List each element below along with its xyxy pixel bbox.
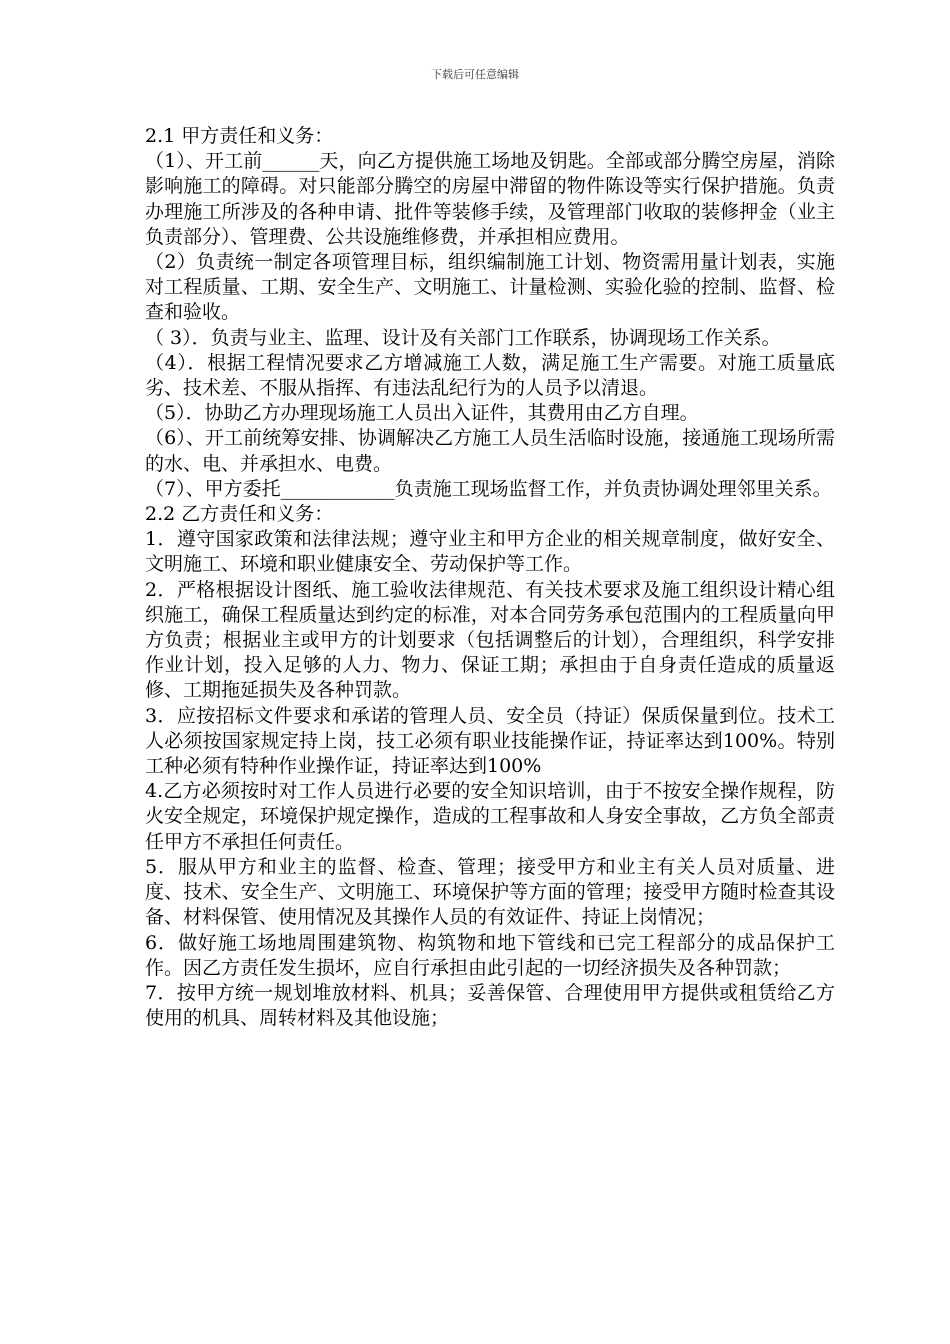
paragraph: （4）．根据工程情况要求乙方增减施工人数，满足施工生产需要。对施工质量底劣、技术差、不服从指挥、有违法乱纪行为的人员予以清退。 — [145, 351, 835, 400]
paragraph: （2）负责统一制定各项管理目标，组织编制施工计划、物资需用量计划表，实施对工程质量、工期、安全生产、文明施工、计量检测、实验化验的控制、监督、检查和验收。 — [145, 251, 835, 324]
paragraph: 1．遵守国家政策和法律法规；遵守业主和甲方企业的相关规章制度，做好安全、文明施工、环境和职业健康安全、劳动保护等工作。 — [145, 528, 835, 576]
paragraph: 5．服从甲方和业主的监督、检查、管理；接受甲方和业主有关人员对质量、进度、技术、安全生产、文明施工、环境保护等方面的管理；接受甲方随时检查其设备、材料保管、使用情况及其操作人员的有效证件、持证上岗情况； — [145, 855, 835, 929]
section-heading-2-1: 2.1 甲方责任和义务： — [145, 125, 334, 147]
paragraph: （ 3）．负责与业主、监理、设计及有关部门工作联系，协调现场工作关系。 — [145, 326, 781, 349]
paragraph: 3．应按招标文件要求和承诺的管理人员、安全员（持证）保质保量到位。技术工人必须按国家规定持上岗，技工必须有职业技能操作证，持证率达到100%。特别工种必须有特种作业操作证，持证率达到100% — [145, 704, 835, 778]
page-header: 下载后可任意编辑 — [431, 68, 519, 81]
paragraph: （6）、开工前统筹安排、协调解决乙方施工人员生活临时设施，接通施工现场所需的水、电、并承担水、电费。 — [145, 427, 835, 475]
paragraph: （5）．协助乙方办理现场施工人员出入证件，其费用由乙方自理。 — [145, 402, 699, 425]
paragraph: 2．严格根据设计图纸、施工验收法律规范、有关技术要求及施工组织设计精心组织施工，确保工程质量达到约定的标准，对本合同劳务承包范围内的工程质量向甲方负责；根据业主或甲方的计划要求（包括调整后的计划），合理组织，科学安排作业计划，投入足够的人力、物力、保证工期；承担由于自身责任造成的质量返修、工期拖延损失及各种罚款。 — [145, 578, 835, 702]
paragraph: （7）、甲方委托____________负责施工现场监督工作，并负责协调处理邻里关系。 — [145, 477, 832, 500]
section-heading-2-2: 2.2 乙方责任和义务： — [145, 503, 334, 526]
paragraph: 4.乙方必须按时对工作人员进行必要的安全知识培训，由于不按安全操作规程，防火安全规定，环境保护规定操作，造成的工程事故和人身安全事故，乙方负全部责任甲方不承担任何责任。 — [145, 780, 835, 853]
document-body — [145, 124, 835, 1031]
paragraph: （1）、开工前______天，向乙方提供施工场地及钥匙。全部或部分腾空房屋，消除影响施工的障碍。对只能部分腾空的房屋中滞留的物件陈设等实行保护措施。负责办理施工所涉及的各种申请、批件等装修手续，及管理部门收取的装修押金（业主负责部分）、管理费、公共设施维修费，并承担相应费用。 — [145, 150, 835, 248]
paragraph: 7．按甲方统一规划堆放材料、机具；妥善保管、合理使用甲方提供或租赁给乙方使用的机具、周转材料及其他设施； — [145, 981, 835, 1030]
paragraph: 6．做好施工场地周围建筑物、构筑物和地下管线和已完工程部分的成品保护工作。因乙方责任发生损坏，应自行承担由此引起的一切经济损失及各种罚款； — [145, 931, 835, 979]
